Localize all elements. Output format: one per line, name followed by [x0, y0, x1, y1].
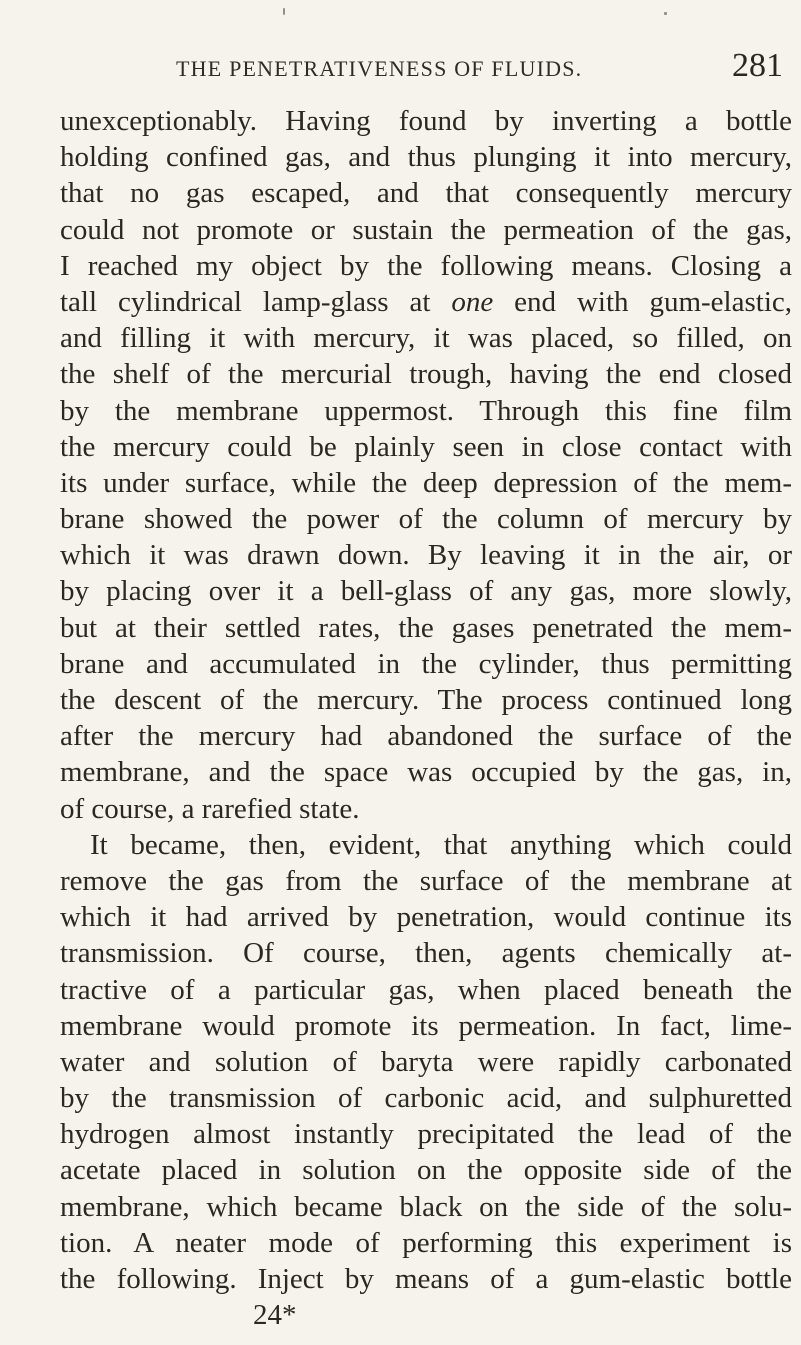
text-line: and filling it with mercury, it was placed, so filled, on [60, 322, 792, 355]
text-segment: end with gum-elastic, [493, 285, 792, 318]
text-line: which it had arrived by penetration, would continue its [60, 901, 792, 934]
running-title: THE PENETRATIVENESS OF FLUIDS. [176, 56, 583, 81]
text-line-with-italic [60, 284, 792, 320]
text-line: the following. Inject by means of a gum-elastic bottle [60, 1263, 792, 1295]
text-line: transmission. Of course, then, agents chemically at- [60, 937, 792, 970]
text-line: by the membrane uppermost. Through this fine film [60, 394, 792, 427]
text-line: its under surface, while the deep depression of the mem- [60, 466, 792, 499]
body-text [60, 103, 792, 1333]
text-line: tion. A neater mode of performing this experiment is [60, 1226, 792, 1259]
text-line: the descent of the mercury. The process continued long [60, 684, 792, 716]
text-line: after the mercury had abandoned the surface of the [60, 720, 792, 753]
text-segment: tall cylindrical lamp-glass at [60, 285, 452, 318]
text-line: water and solution of baryta were rapidly carbonated [60, 1045, 792, 1078]
text-line: hydrogen almost instantly precipitated the lead of the [60, 1118, 792, 1151]
text-line: tractive of a particular gas, when placed beneath the [60, 973, 792, 1006]
text-line: brane and accumulated in the cylinder, thus permitting [60, 647, 792, 680]
text-line: remove the gas from the surface of the membrane at [60, 864, 792, 897]
text-line: brane showed the power of the column of mercury by [60, 503, 792, 536]
text-line: acetate placed in solution on the opposite side of the [60, 1154, 792, 1187]
ink-speck [283, 8, 285, 15]
signature-mark: 24* [253, 1299, 297, 1332]
italic-emphasis: one [451, 285, 494, 318]
text-line: but at their settled rates, the gases penetrated the mem- [60, 611, 792, 644]
text-line: I reached my object by the following means. Closing a [60, 249, 792, 282]
text-line: which it was drawn down. By leaving it in the air, or [60, 539, 792, 572]
text-line: membrane, which became black on the side of the solu- [60, 1190, 792, 1223]
running-head [0, 44, 801, 94]
text-line: holding confined gas, and thus plunging it into mercury, [60, 141, 792, 174]
page-number: 281 [732, 47, 783, 84]
ink-speck [664, 12, 667, 15]
paragraph-first-line: It became, then, evident, that anything which could [90, 828, 792, 861]
paragraph-end-line: of course, a rarefied state. [60, 792, 360, 825]
text-line: membrane would promote its permeation. In fact, lime- [60, 1009, 792, 1042]
text-line: that no gas escaped, and that consequently mercury [60, 177, 792, 210]
text-line: by the transmission of carbonic acid, and sulphuretted [60, 1082, 792, 1115]
text-line: the shelf of the mercurial trough, having the end closed [60, 358, 792, 391]
text-line: could not promote or sustain the permeation of the gas, [60, 213, 792, 246]
text-line: unexceptionably. Having found by inverting a bottle [60, 105, 792, 137]
text-line: the mercury could be plainly seen in close contact with [60, 430, 792, 463]
text-line: membrane, and the space was occupied by the gas, in, [60, 756, 792, 789]
text-line: by placing over it a bell-glass of any gas, more slowly, [60, 575, 792, 608]
